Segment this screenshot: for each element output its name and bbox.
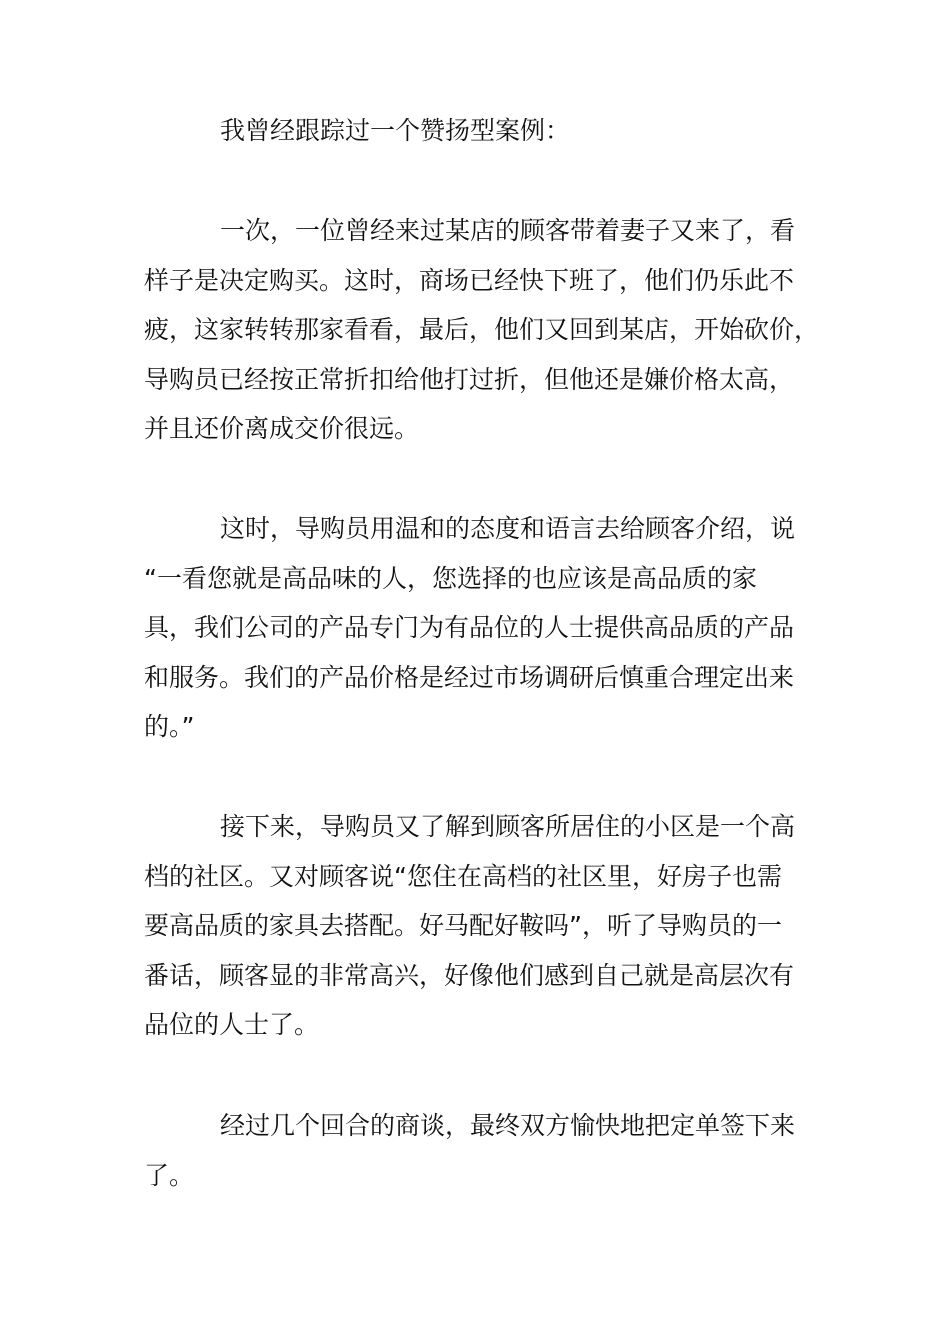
paragraph-intro	[144, 106, 824, 156]
paragraph-line: 导购员已经按正常折扣给他打过折，但他还是嫌价格太高，	[144, 364, 795, 394]
paragraph-line: 这时，导购员用温和的态度和语言去给顾客介绍，说	[220, 514, 796, 543]
paragraph-line: 了。	[144, 1160, 195, 1190]
paragraph-line: 要高品质的家具去搭配。好马配好鞍吗”，听了导购员的一	[144, 911, 782, 940]
paragraph-line: 和服务。我们的产品价格是经过市场调研后慎重合理定出来	[144, 662, 795, 692]
paragraph-line: “一看您就是高品味的人，您选择的也应该是高品质的家	[144, 563, 757, 593]
paragraph-line: 的。”	[144, 712, 195, 741]
paragraph-line: 具，我们公司的产品专门为有品位的人士提供高品质的产品	[144, 613, 795, 642]
paragraph-praise	[144, 504, 824, 752]
paragraph-line: 档的社区。又对顾客说“您住在高档的社区里，好房子也需	[144, 861, 782, 891]
paragraph-line: 一次，一位曾经来过某店的顾客带着妻子又来了，看	[220, 216, 796, 245]
paragraph-line: 疲，这家转转那家看看，最后，他们又回到某店，开始砍价，	[144, 315, 820, 344]
paragraph-line: 番话，顾客显的非常高兴，好像他们感到自己就是高层次有	[144, 960, 795, 990]
paragraph-line: 并且还价离成交价很远。	[144, 414, 420, 443]
paragraph-line: 经过几个回合的商谈，最终双方愉快地把定单签下来	[220, 1111, 796, 1140]
paragraph-line: 样子是决定购买。这时，商场已经快下班了，他们仍乐此不	[144, 265, 795, 295]
paragraph-conclusion	[144, 1101, 824, 1200]
paragraph-line: 我曾经跟踪过一个赞扬型案例：	[220, 116, 571, 145]
paragraph-followup	[144, 802, 824, 1050]
paragraph-line: 品位的人士了。	[144, 1010, 320, 1039]
paragraph-story	[144, 206, 824, 454]
paragraph-line: 接下来，导购员又了解到顾客所居住的小区是一个高	[220, 812, 796, 841]
